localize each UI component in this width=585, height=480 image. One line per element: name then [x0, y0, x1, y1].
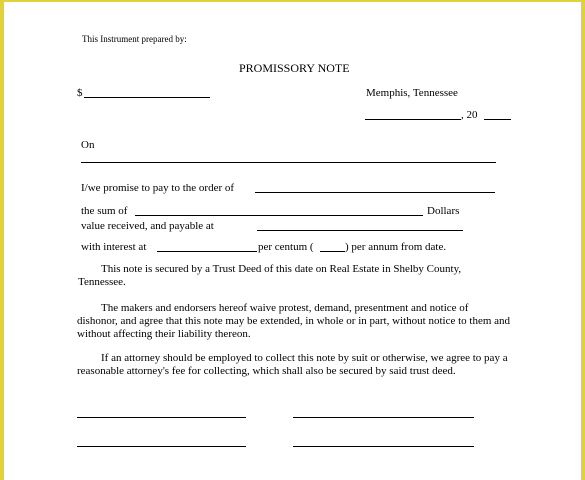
interest-label: with interest at — [81, 241, 147, 253]
date-separator: , 20 — [461, 109, 478, 121]
signature-line-1[interactable] — [77, 417, 246, 418]
city-label: Memphis, Tennessee — [366, 87, 458, 99]
signature-line-2[interactable] — [293, 417, 474, 418]
sum-label: the sum of — [81, 205, 128, 217]
on-blank[interactable] — [81, 162, 496, 163]
signature-line-4[interactable] — [293, 446, 474, 447]
per-centum-blank[interactable] — [320, 251, 345, 252]
attorney-paragraph: If an attorney should be employed to collect this note by suit or otherwise, we agree to pay a reasonable attorney's fee for collecting, which shall also be secured by said trust deed. — [77, 352, 508, 377]
date-blank[interactable] — [365, 119, 461, 120]
makers-paragraph: The makers and endorsers hereof waive protest, demand, presentment and notice of dishonor, and agree that this note may be extended, in whole or in part, without notice to them and without affecting their liability thereon. — [77, 302, 511, 340]
per-annum-label: ) per annum from date. — [345, 241, 447, 253]
sum-blank[interactable] — [135, 215, 423, 216]
on-label: On — [81, 139, 95, 151]
promise-label: I/we promise to pay to the order of — [81, 182, 235, 194]
amount-blank[interactable] — [84, 97, 210, 98]
value-label: value received, and payable at — [81, 220, 214, 232]
payable-at-blank[interactable] — [257, 230, 463, 231]
year-blank[interactable] — [484, 119, 511, 120]
secured-paragraph: This note is secured by a Trust Deed of this date on Real Estate in Shelby County, Tennessee. — [78, 263, 462, 288]
prepared-by-label: This Instrument prepared by: — [82, 34, 187, 44]
payee-blank[interactable] — [255, 192, 495, 193]
document-title: PROMISSORY NOTE — [239, 61, 350, 75]
dollar-sign: $ — [77, 87, 83, 99]
per-centum-label: per centum ( — [258, 241, 314, 253]
interest-rate-blank[interactable] — [157, 251, 257, 252]
signature-line-3[interactable] — [77, 446, 246, 447]
dollars-label: Dollars — [427, 205, 460, 217]
